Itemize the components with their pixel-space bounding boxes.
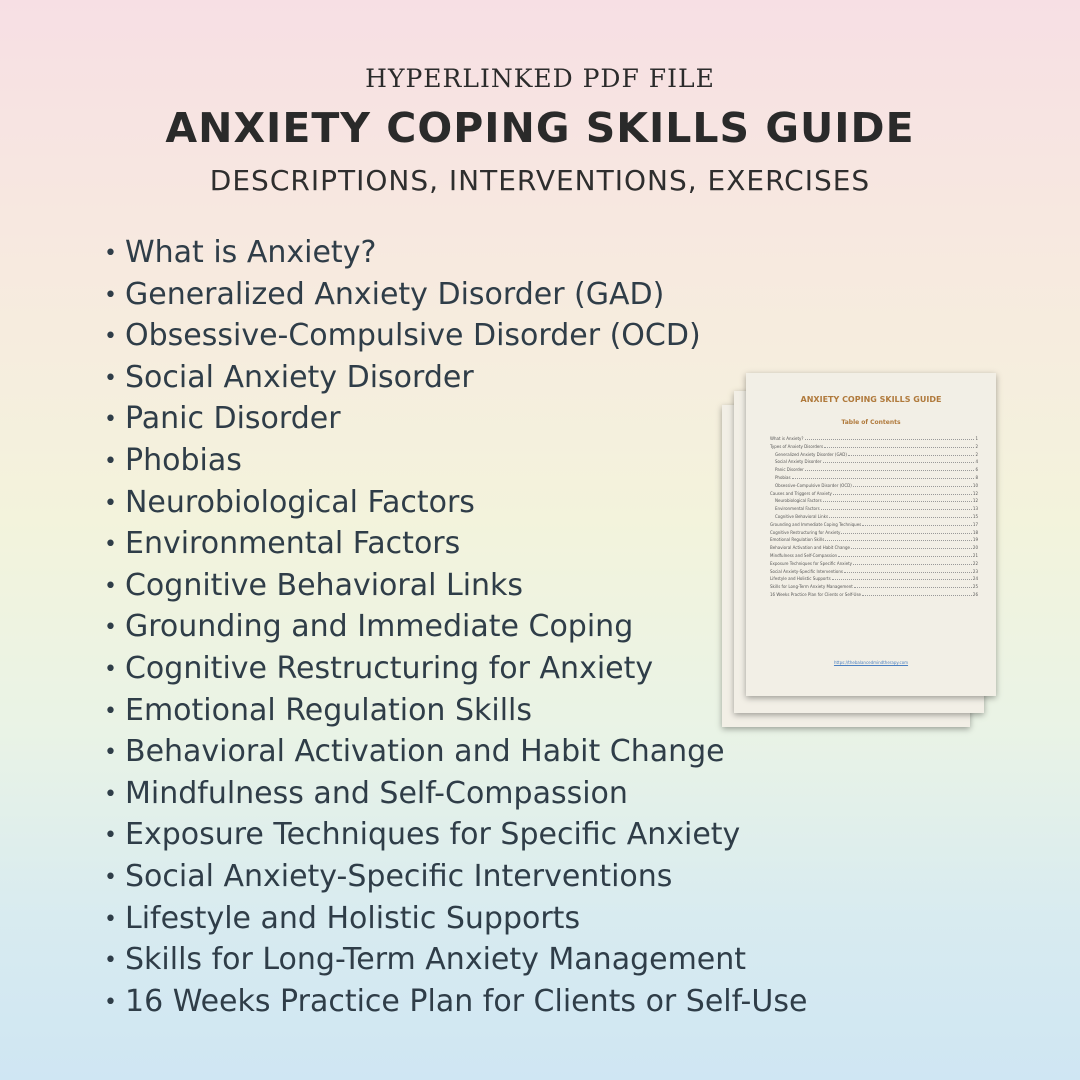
- bullet-icon: •: [104, 781, 117, 807]
- toc-dot-leader: [862, 522, 972, 526]
- topic-item: [104, 939, 807, 981]
- toc-dot-leader: [838, 553, 972, 557]
- bullet-icon: •: [104, 490, 117, 516]
- toc-label: Obsessive-Compulsive Disorder (OCD): [775, 482, 852, 488]
- toc-row[interactable]: [770, 514, 978, 522]
- toc-label: Emotional Regulation Skills: [770, 537, 825, 543]
- toc-row[interactable]: [770, 545, 978, 553]
- toc-row[interactable]: [770, 491, 978, 499]
- toc-dot-leader: [832, 576, 972, 580]
- topic-item: [104, 773, 807, 815]
- toc-page-number: 25: [972, 584, 978, 590]
- toc-label: Generalized Anxiety Disorder (GAD): [775, 451, 847, 457]
- bullet-icon: •: [104, 656, 117, 682]
- bullet-icon: •: [104, 823, 117, 849]
- bullet-icon: •: [104, 241, 117, 266]
- toc-dot-leader: [841, 530, 971, 534]
- topic-item: [104, 565, 807, 607]
- toc-row[interactable]: [770, 584, 978, 592]
- preview-link[interactable]: https://thebalancedmindtherapy.com: [833, 660, 909, 665]
- topic-label: What is Anxiety?: [124, 235, 377, 270]
- topic-label: Exposure Techniques for Specific Anxiety: [124, 817, 741, 853]
- toc-page-number: 24: [972, 576, 978, 582]
- toc-dot-leader: [851, 545, 972, 549]
- topic-label: Cognitive Restructuring for Anxiety: [124, 650, 654, 686]
- preview-doc-title: ANXIETY COPING SKILLS GUIDE: [800, 395, 942, 404]
- topic-label: Social Anxiety Disorder: [124, 359, 474, 395]
- toc-row[interactable]: [770, 576, 978, 584]
- topic-label: Generalized Anxiety Disorder (GAD): [124, 276, 665, 312]
- toc-dot-leader: [853, 483, 972, 487]
- bullet-icon: •: [104, 282, 117, 308]
- toc-label: 16 Weeks Practice Plan for Clients or Self-Use: [770, 591, 861, 597]
- page-title: ANXIETY COPING SKILLS GUIDE: [165, 104, 915, 152]
- topic-list: [104, 232, 807, 1022]
- subtitle: DESCRIPTIONS, INTERVENTIONS, EXERCISES: [209, 164, 871, 197]
- toc-label: Grounding and Immediate Coping Techniques: [770, 521, 862, 527]
- topic-label: 16 Weeks Practice Plan for Clients or Self-Use: [124, 983, 808, 1019]
- toc-row[interactable]: [770, 444, 978, 452]
- toc-label: Lifestyle and Holistic Supports: [770, 576, 831, 582]
- toc-dot-leader: [848, 452, 975, 456]
- toc-row[interactable]: [770, 530, 978, 538]
- toc-label: Social Anxiety-Specific Interventions: [770, 568, 843, 574]
- topic-item: [104, 606, 807, 648]
- toc-label: Social Anxiety Disorder: [775, 459, 822, 465]
- topic-item: [104, 357, 807, 399]
- toc-page-number: 23: [972, 568, 978, 574]
- topic-label: Grounding and Immediate Coping: [124, 609, 634, 645]
- bullet-icon: •: [104, 698, 117, 724]
- toc-page-number: 19: [972, 537, 978, 543]
- toc-dot-leader: [824, 444, 974, 448]
- bullet-icon: •: [104, 532, 117, 558]
- toc-page-number: 18: [972, 529, 978, 535]
- toc-label: Skills for Long-Term Anxiety Management: [770, 584, 853, 590]
- toc-page-number: 4: [975, 459, 978, 465]
- topic-label: Mindfulness and Self-Compassion: [124, 775, 628, 811]
- topic-item: [104, 648, 807, 690]
- toc-dot-leader: [829, 514, 972, 518]
- bullet-icon: •: [104, 740, 117, 766]
- toc-label: Exposure Techniques for Specific Anxiety: [770, 560, 853, 566]
- toc-page-number: 8: [975, 474, 978, 480]
- toc-label: Panic Disorder: [775, 467, 804, 473]
- topic-item: [104, 482, 807, 524]
- toc-row[interactable]: [770, 537, 978, 545]
- toc-dot-leader: [821, 506, 972, 510]
- preview-toc-heading: Table of Contents: [841, 419, 901, 426]
- bullet-icon: •: [104, 407, 117, 433]
- topic-item: [104, 981, 807, 1023]
- toc-dot-leader: [823, 498, 972, 502]
- toc-page-number: 22: [972, 560, 978, 566]
- topic-label: Skills for Long-Term Anxiety Management: [124, 942, 747, 978]
- topic-label: Panic Disorder: [124, 401, 341, 437]
- bullet-icon: •: [104, 989, 117, 1015]
- toc-page-number: 26: [972, 591, 978, 597]
- topic-label: Social Anxiety-Specific Interventions: [124, 858, 673, 894]
- toc-dot-leader: [825, 537, 972, 541]
- toc-page-number: 6: [975, 467, 978, 473]
- bullet-icon: •: [104, 448, 117, 474]
- toc-row[interactable]: [770, 569, 978, 577]
- topic-item: [104, 690, 807, 732]
- topic-item: [104, 274, 807, 316]
- topic-label: Cognitive Behavioral Links: [124, 567, 524, 603]
- toc-dot-leader: [844, 569, 972, 573]
- toc-row[interactable]: [770, 436, 978, 444]
- bullet-icon: •: [104, 615, 117, 641]
- toc-page-number: 12: [972, 498, 978, 504]
- toc-dot-leader: [823, 459, 975, 463]
- topic-item: [104, 898, 807, 940]
- bullet-icon: •: [104, 948, 117, 974]
- toc-dot-leader: [853, 561, 972, 565]
- toc-page-number: 20: [972, 545, 978, 551]
- topic-label: Neurobiological Factors: [124, 484, 475, 520]
- bullet-icon: •: [104, 906, 117, 932]
- topic-item: [104, 523, 807, 565]
- toc-page-number: 2: [975, 451, 978, 457]
- toc-page-number: 17: [972, 521, 978, 527]
- topic-label: Environmental Factors: [124, 526, 461, 562]
- topic-label: Obsessive-Compulsive Disorder (OCD): [124, 318, 701, 354]
- toc-dot-leader: [862, 592, 972, 596]
- topic-item: [104, 440, 807, 482]
- toc-label: Causes and Triggers of Anxiety: [770, 490, 832, 496]
- toc-dot-leader: [833, 491, 972, 495]
- bullet-icon: •: [104, 573, 117, 599]
- bullet-icon: •: [104, 324, 117, 350]
- topic-item: [104, 856, 807, 898]
- topic-item: [104, 731, 807, 773]
- topic-item: [104, 315, 807, 357]
- toc-row[interactable]: [770, 506, 978, 514]
- preview-toc: [770, 436, 978, 600]
- toc-row[interactable]: [770, 553, 978, 561]
- toc-row[interactable]: [770, 475, 978, 483]
- toc-label: Neurobiological Factors: [775, 498, 822, 504]
- topic-label: Phobias: [124, 442, 242, 478]
- toc-label: Types of Anxiety Disorders: [770, 443, 824, 449]
- toc-row[interactable]: [770, 483, 978, 491]
- toc-row[interactable]: [770, 459, 978, 467]
- topic-label: Lifestyle and Holistic Supports: [124, 900, 581, 936]
- topic-label: Behavioral Activation and Habit Change: [124, 734, 725, 770]
- toc-page-number: 10: [972, 482, 978, 488]
- toc-page-number: 13: [972, 506, 978, 512]
- toc-row[interactable]: [770, 522, 978, 530]
- topic-item: [104, 814, 807, 856]
- toc-label: Behavioral Activation and Habit Change: [770, 545, 850, 551]
- bullet-icon: •: [104, 365, 117, 391]
- topic-item: [104, 232, 807, 274]
- toc-row[interactable]: [770, 592, 978, 600]
- toc-label: Mindfulness and Self-Compassion: [770, 552, 838, 558]
- supertitle: HYPERLINKED PDF FILE: [365, 64, 715, 93]
- bullet-icon: •: [104, 864, 117, 890]
- toc-dot-leader: [805, 436, 975, 440]
- toc-label: What is Anxiety?: [770, 436, 804, 441]
- toc-row[interactable]: [770, 467, 978, 475]
- toc-row[interactable]: [770, 561, 978, 569]
- toc-page-number: 2: [975, 443, 978, 449]
- toc-row[interactable]: [770, 452, 978, 460]
- topic-item: [104, 398, 807, 440]
- toc-dot-leader: [854, 584, 972, 588]
- preview-page-front: [746, 373, 996, 696]
- toc-label: Cognitive Behavioral Links: [775, 513, 829, 519]
- toc-page-number: 15: [972, 513, 978, 519]
- topic-label: Emotional Regulation Skills: [124, 692, 533, 728]
- toc-page-number: 1: [975, 436, 978, 441]
- toc-dot-leader: [792, 475, 975, 479]
- toc-label: Cognitive Restructuring for Anxiety: [770, 529, 841, 535]
- toc-label: Environmental Factors: [775, 506, 820, 512]
- toc-label: Phobias: [775, 474, 791, 480]
- toc-page-number: 12: [972, 490, 978, 496]
- toc-row[interactable]: [770, 498, 978, 506]
- toc-dot-leader: [805, 467, 975, 471]
- toc-page-number: 21: [972, 552, 978, 558]
